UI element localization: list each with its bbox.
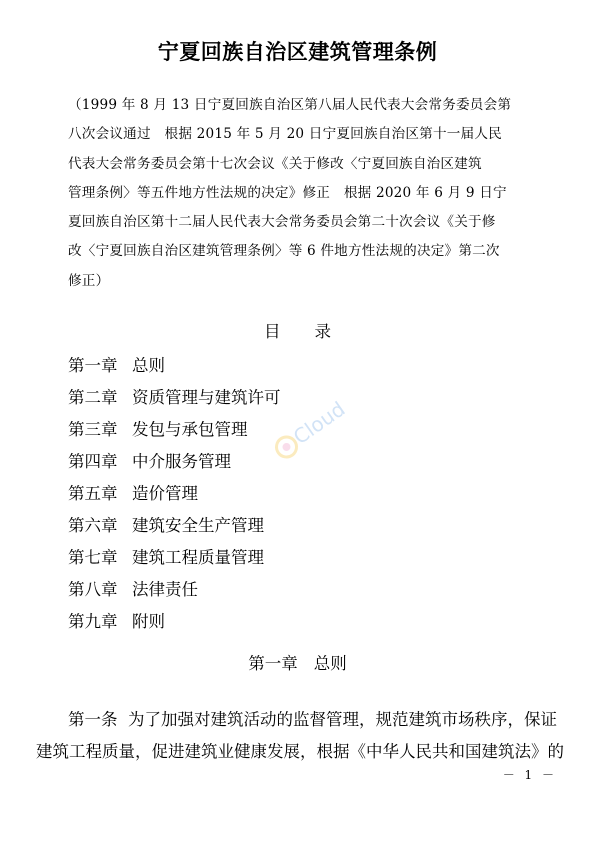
preamble-line: 修正） xyxy=(68,272,110,289)
toc-chapter-number: 第八章 xyxy=(68,580,118,599)
toc-heading-part: 目 xyxy=(264,322,281,341)
toc-heading xyxy=(0,318,595,342)
toc-chapter-name: 附则 xyxy=(132,612,165,631)
toc-chapter-number: 第五章 xyxy=(68,484,118,503)
toc-chapter-name: 法律责任 xyxy=(132,580,198,599)
cloud-logo-watermark-icon xyxy=(256,376,356,476)
toc-item xyxy=(68,542,488,574)
chapter-heading-number: 第一章 xyxy=(248,654,298,673)
article-line xyxy=(36,704,560,736)
article-line: 建筑工程质量，促进建筑业健康发展，根据《中华人民共和国建筑法》的 xyxy=(36,742,564,761)
page-number: － 1 － xyxy=(502,768,557,782)
preamble-line: 夏回族自治区第十二届人民代表大会常务委员会第二十次会议《关于修 xyxy=(68,214,496,231)
toc-item xyxy=(68,510,488,542)
article-number: 第一条 xyxy=(68,710,118,729)
toc-chapter-name: 总则 xyxy=(132,356,165,375)
preamble-line: （1999 年 8 月 13 日宁夏回族自治区第八届人民代表大会常务委员会第 xyxy=(68,97,512,113)
toc-chapter-number: 第二章 xyxy=(68,388,118,407)
article-text: 为了加强对建筑活动的监督管理，规范建筑市场秩序，保证 xyxy=(128,710,557,729)
document-title: 宁夏回族自治区建筑管理条例 xyxy=(157,39,438,64)
toc-item xyxy=(68,478,488,510)
chapter-heading-name: 总则 xyxy=(313,654,347,673)
preamble-line: 管理条例〉等五件地方性法规的决定》修正 根据 2020 年 6 月 9 日宁 xyxy=(68,184,507,201)
toc-chapter-name: 资质管理与建筑许可 xyxy=(132,388,281,407)
preamble xyxy=(68,91,530,296)
toc-item xyxy=(68,574,488,606)
toc-chapter-name: 造价管理 xyxy=(132,484,198,503)
toc-chapter-name: 发包与承包管理 xyxy=(132,420,248,439)
chapter-heading xyxy=(0,650,595,674)
toc-chapter-name: 中介服务管理 xyxy=(132,452,231,471)
toc-chapter-name: 建筑工程质量管理 xyxy=(132,548,264,567)
toc-chapter-number: 第三章 xyxy=(68,420,118,439)
preamble-line: 代表大会常务委员会第十七次会议《关于修改〈宁夏回族自治区建筑 xyxy=(68,155,482,172)
toc-heading-part: 录 xyxy=(314,322,331,341)
toc-chapter-number: 第六章 xyxy=(68,516,118,535)
preamble-line: 八次会议通过 根据 2015 年 5 月 20 日宁夏回族自治区第十一届人民 xyxy=(68,126,502,143)
preamble-line: 改〈宁夏回族自治区建筑管理条例〉等 6 件地方性法规的决定》第二次 xyxy=(68,243,500,260)
toc-chapter-number: 第一章 xyxy=(68,356,118,375)
toc-chapter-number: 第七章 xyxy=(68,548,118,567)
toc-item xyxy=(68,606,488,638)
article-body xyxy=(36,704,564,768)
toc-chapter-name: 建筑安全生产管理 xyxy=(132,516,264,535)
toc-chapter-number: 第九章 xyxy=(68,612,118,631)
watermark-text: Cloud xyxy=(288,396,350,450)
toc-chapter-number: 第四章 xyxy=(68,452,118,471)
